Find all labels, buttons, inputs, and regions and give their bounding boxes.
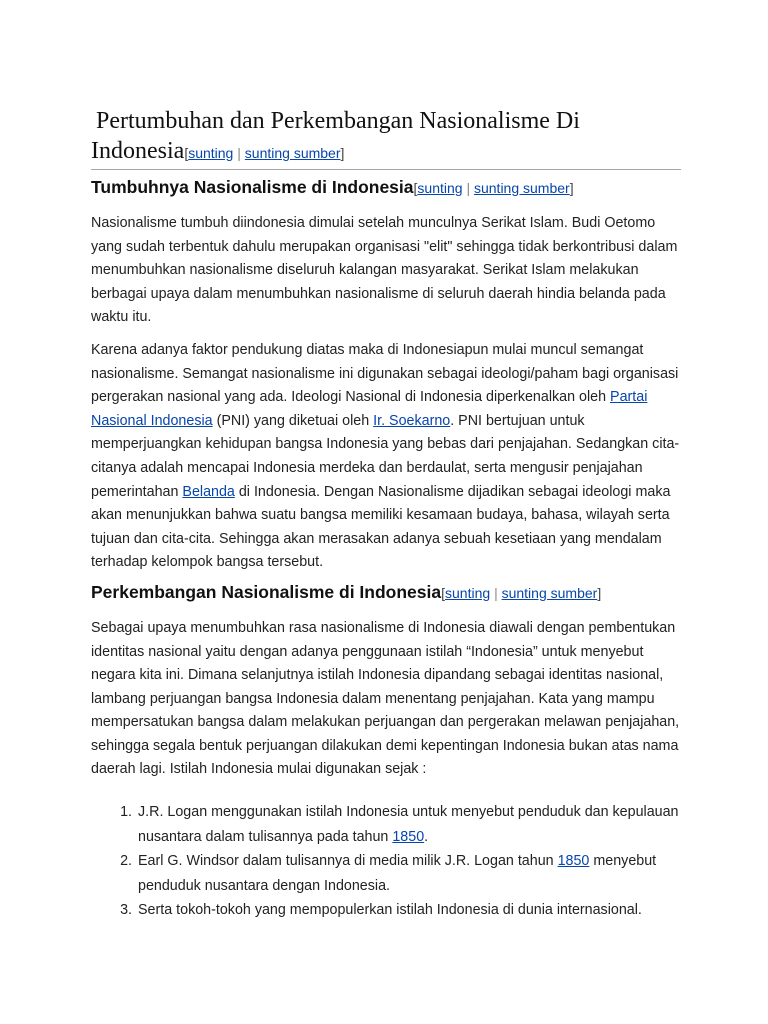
section2-sunting-link[interactable]: sunting bbox=[445, 584, 491, 601]
section-heading-perkembangan bbox=[91, 579, 681, 606]
section-heading-tumbuhnya bbox=[91, 174, 681, 201]
section-edit-links bbox=[414, 180, 574, 196]
edit-bracket-open: [ bbox=[184, 145, 189, 161]
paragraph-text: Karena adanya faktor pendukung diatas maka di Indonesiapun mulai muncul semangat nasionalisme. Semangat nasionalisme ini digunakan sebagai ideologi/paham bagi organisasi pergerakan nasional yang ada. Ideologi Nasional di Indonesia diperkenalkan oleh bbox=[91, 341, 679, 406]
year-1850-link[interactable]: 1850 bbox=[392, 828, 425, 845]
edit-separator: | bbox=[237, 145, 241, 161]
year-1850-link[interactable]: 1850 bbox=[557, 853, 590, 870]
edit-bracket-close: ] bbox=[597, 584, 602, 601]
section1-paragraph-1: Nasionalisme tumbuh diindonesia dimulai setelah munculnya Serikat Islam. Budi Oetomo yang sudah terbentuk dahulu merupakan organisasi "elit" sehingga tidak berkontribusi dalam menumbuhkan nasionalisme diseluruh kalangan masyarakat. Serikat Islam melakukan berbagai upaya dalam menumbuhkan nasionalisme di seluruh daerah hindia belanda pada waktu itu. bbox=[91, 215, 678, 326]
list-item bbox=[136, 849, 681, 898]
section1-sunting-link[interactable]: sunting bbox=[417, 180, 463, 196]
section-edit-links bbox=[441, 585, 601, 601]
section1-paragraph-2 bbox=[91, 339, 681, 575]
belanda-link[interactable]: Belanda bbox=[182, 483, 235, 500]
title-edit-links bbox=[184, 145, 344, 161]
list-item-text: . bbox=[424, 828, 429, 845]
section-heading-text: Tumbuhnya Nasionalisme di Indonesia bbox=[91, 177, 414, 197]
list-item-text: Earl G. Windsor dalam tulisannya di media milik J.R. Logan tahun bbox=[138, 853, 558, 870]
edit-separator: | bbox=[494, 584, 498, 601]
edit-bracket-open: [ bbox=[441, 584, 446, 601]
page-title-line2: Indonesia bbox=[91, 138, 185, 164]
edit-separator: | bbox=[466, 180, 471, 196]
page-title bbox=[91, 106, 681, 170]
list-item-text: Serta tokoh-tokoh yang mempopulerkan istilah Indonesia di dunia internasional. bbox=[138, 902, 642, 919]
istilah-indonesia-list bbox=[91, 800, 681, 923]
edit-bracket-close: ] bbox=[569, 180, 574, 196]
ir-soekarno-link[interactable]: Ir. Soekarno bbox=[373, 412, 451, 429]
list-item bbox=[136, 898, 681, 923]
section-heading-text: Perkembangan Nasionalisme di Indonesia bbox=[91, 581, 442, 602]
paragraph-text: (PNI) yang diketuai oleh bbox=[212, 412, 374, 429]
section1-sunting-sumber-link[interactable]: sunting sumber bbox=[473, 180, 570, 196]
paragraph-text: di Indonesia. Dengan Nasionalisme dijadikan sebagai ideologi maka akan menunjukkan bahwa suatu bangsa memiliki kesamaan budaya, bahasa, wilayah serta tujuan dan cita-cita. Sehingga akan merasakan adanya sebuah kesetiaan yang mendalam terhadap kelompok bangsa tersebut. bbox=[91, 483, 671, 571]
list-item bbox=[136, 800, 681, 849]
section2-paragraph-1: Sebagai upaya menumbuhkan rasa nasionalisme di Indonesia diawali dengan pembentukan identitas nasional yaitu dengan adanya penggunaan istilah “Indonesia” untuk menyebut negara kita ini. Dimana selanjutnya istilah Indonesia dipandang sebagai identitas nasional, lambang perjuangan bangsa Indonesia dalam menentang penjajahan. Kata yang mampu mempersatukan bangsa dalam melakukan perjuangan dan pergerakan melawan penjajahan, sehingga segala bentuk perjuangan dilakukan demi kepentingan Indonesia bukan atas nama daerah lagi. Istilah Indonesia mulai digunakan sejak : bbox=[91, 619, 680, 778]
paragraph-text: . PNI bertujuan untuk memperjuangkan kehidupan bangsa Indonesia yang bebas dari penjajahan. Sedangkan cita-citanya adalah mencapai Indonesia merdeka dan berdaulat, serta mengusir penjajahan pemerintahan bbox=[91, 412, 680, 500]
list-item-text: menyebut penduduk nusantara dengan Indonesia. bbox=[138, 853, 657, 894]
partai-nasional-indonesia-link[interactable]: Partai Nasional Indonesia bbox=[91, 389, 648, 429]
title-sunting-link[interactable]: sunting bbox=[188, 145, 234, 161]
edit-bracket-open: [ bbox=[413, 180, 418, 196]
section2-sunting-sumber-link[interactable]: sunting sumber bbox=[501, 584, 598, 601]
page-title-line1: Pertumbuhan dan Perkembangan Nasionalisme Di bbox=[96, 108, 580, 134]
edit-bracket-close: ] bbox=[340, 145, 345, 161]
title-sunting-sumber-link[interactable]: sunting sumber bbox=[244, 145, 341, 161]
article-content bbox=[91, 106, 681, 923]
list-item-text: J.R. Logan menggunakan istilah Indonesia untuk menyebut penduduk dan kepulauan nusantara dalam tulisannya pada tahun bbox=[138, 804, 679, 845]
